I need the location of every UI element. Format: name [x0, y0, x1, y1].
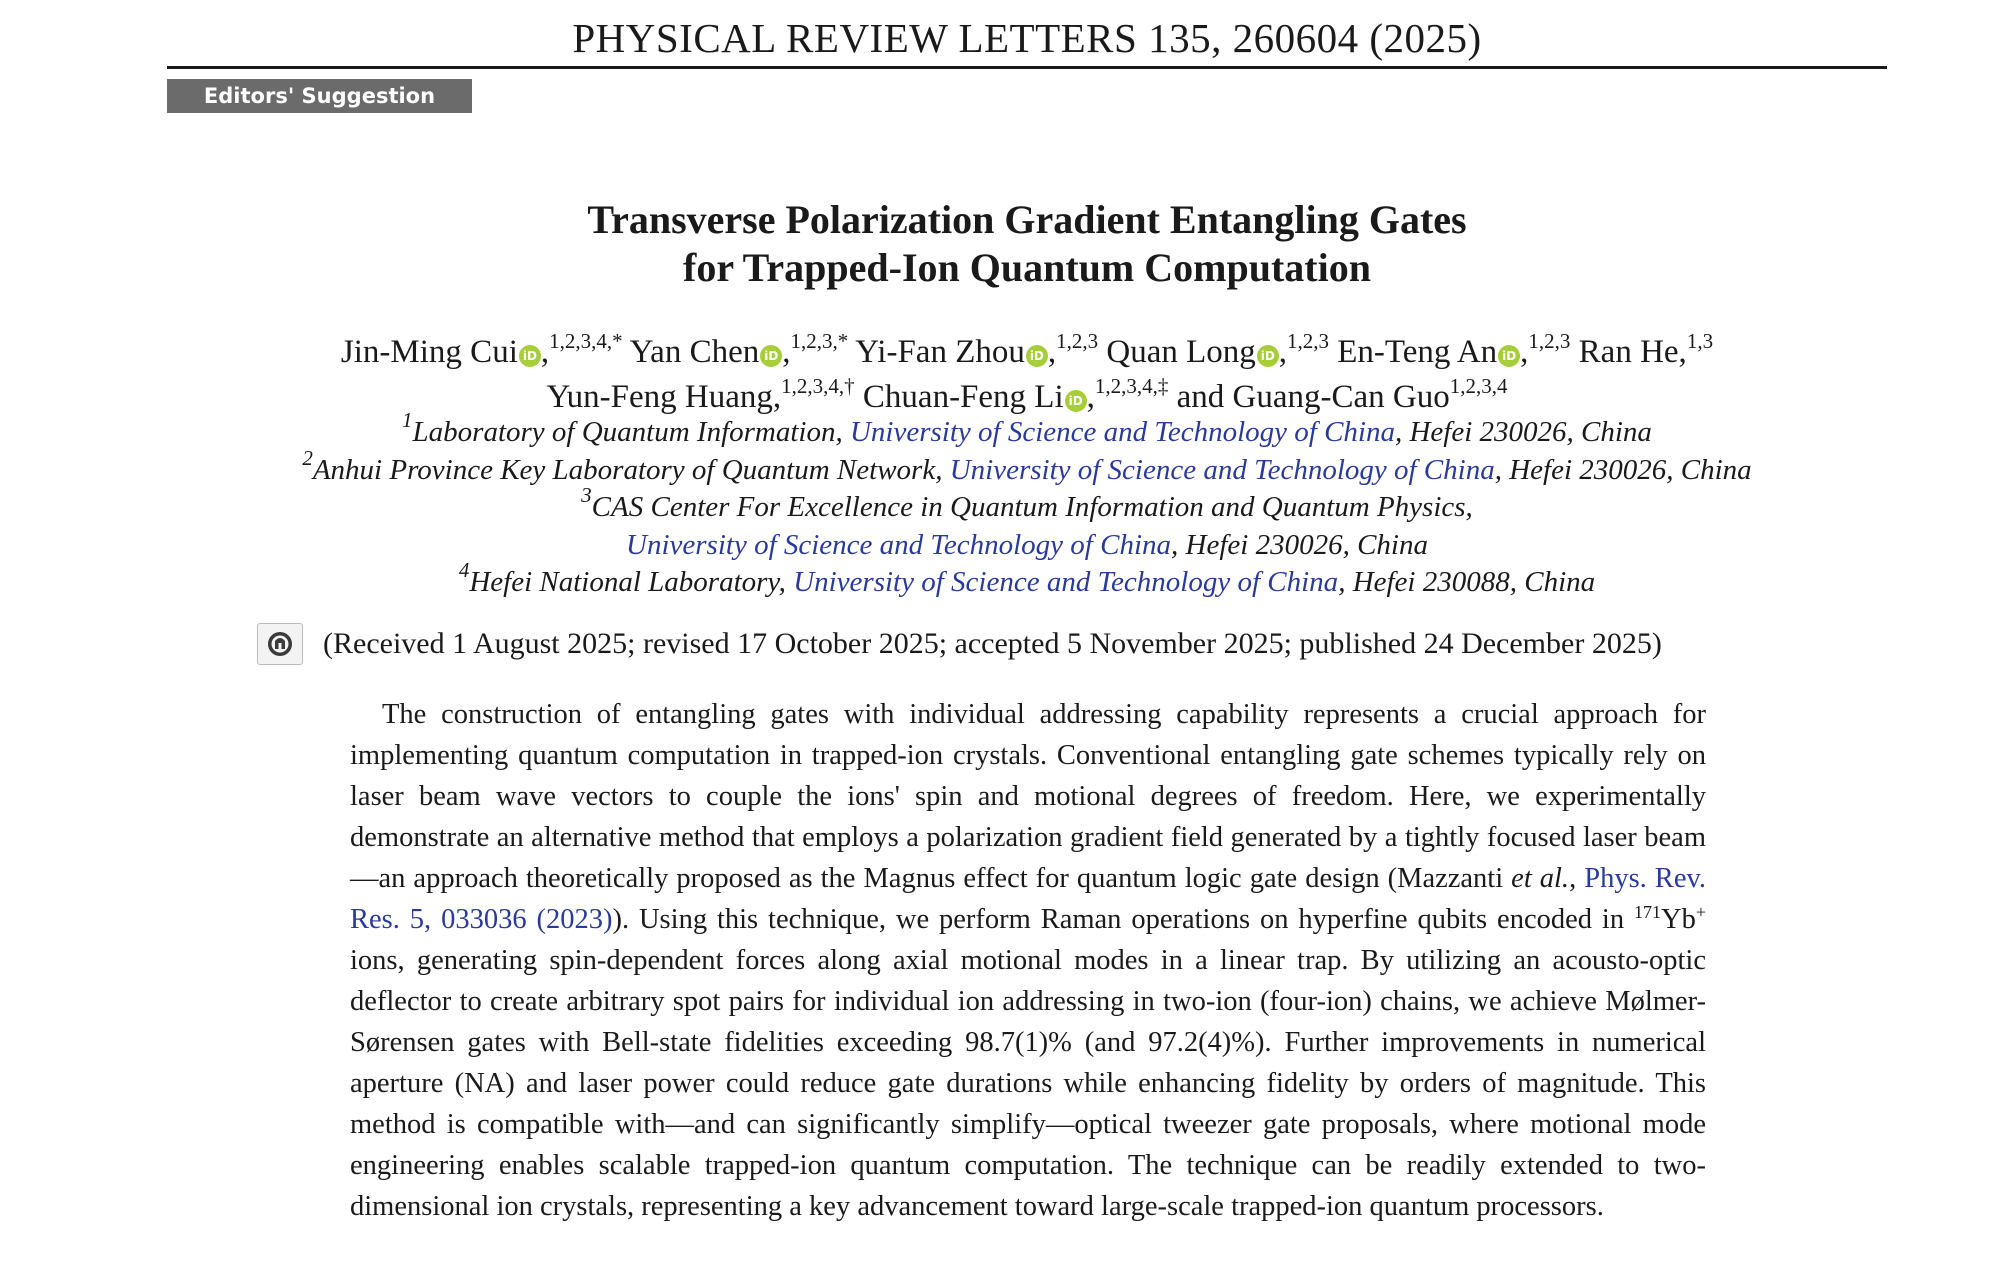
journal-header: PHYSICAL REVIEW LETTERS 135, 260604 (2025)	[572, 15, 1482, 61]
orcid-icon[interactable]: iD	[1498, 345, 1520, 367]
orcid-icon[interactable]: iD	[519, 345, 541, 367]
article-title	[200, 196, 1854, 292]
abstract: The construction of entangling gates with individual addressing capability represents a crucial approach for implementing quantum computation in trapped-ion crystals. Conventional entangling gate schemes typically rely on laser beam wave vectors to couple the ions' spin and motional degrees of freedom. Here, we experimentally demonstrate an alternative method that employs a polarization gradient field generated by a tightly focused laser beam—an approach theoretically proposed as the Magnus effect for quantum logic gate design (Mazzanti et al., Phys. Rev. Res. 5, 033036 (2023)). Using this technique, we perform Raman operations on hyperfine qubits encoded in $^{171}$Yb+ ions, generating spin-dependent forces along axial motional modes in a linear trap. By utilizing an acousto-optic deflector to create arbitrary spot pairs for individual ion addressing in two-ion (four-ion) chains, we achieve Mølmer-Sørensen gates with Bell-state fidelities exceeding 98.7(1)% (and 97.2(4)%). Further improvements in numerical aperture (NA) and laser power could reduce gate durations while enhancing fidelity by orders of magnitude. This method is compatible with—and can significantly simplify—optical tweezer gate proposals, where motional mode engineering enables scalable trapped-ion quantum computation. The technique can be readily extended to two-dimensional ion crystals, representing a key advancement toward large-scale trapped-ion quantum processors.	[350, 699, 1706, 1222]
author[interactable]: Quan Long iD ,$^{1,2,3}$	[1106, 329, 1329, 370]
affiliation-link[interactable]: University of Science and Technology of China	[626, 528, 1172, 561]
affiliations	[150, 408, 1904, 602]
affiliation-3: $^3$CAS Center For Excellence in Quantum Information and Quantum Physics,	[581, 483, 1473, 523]
orcid-icon[interactable]: iD	[1026, 345, 1048, 367]
orcid-icon[interactable]: iD	[1065, 390, 1087, 412]
author[interactable]: Chuan-Feng Li iD ,$^{1,2,3,4,\ddagger}$	[862, 374, 1169, 415]
affiliation-1: $^1$Laboratory of Quantum Information, University of Science and Technology of China, Hefei 230026, China	[402, 408, 1652, 448]
publication-dates: (Received 1 August 2025; revised 17 October 2025; accepted 5 November 2025; published 24 December 2025)	[323, 627, 1662, 660]
author[interactable]: Yun-Feng Huang,$^{1,2,3,4,\dagger}$	[546, 374, 855, 415]
author-list	[150, 330, 1904, 420]
author[interactable]: Ran He,$^{1,3}$	[1578, 329, 1714, 370]
affiliation-4: $^4$Hefei National Laboratory, University of Science and Technology of China, Hefei 230088, China	[458, 558, 1596, 598]
header-rule	[167, 66, 1887, 69]
author[interactable]: Jin-Ming Cui iD ,$^{1,2,3,4,*}$	[340, 329, 623, 370]
orcid-icon[interactable]: iD	[760, 345, 782, 367]
editors-suggestion-badge[interactable]: Editors' Suggestion	[167, 79, 472, 113]
title-line-1: Transverse Polarization Gradient Entangling Gates	[587, 197, 1467, 242]
affiliation-2: $^2$Anhui Province Key Laboratory of Quantum Network, University of Science and Technology of China, Hefei 230026, China	[302, 445, 1752, 486]
author[interactable]: and Guang-Can Guo$^{1,2,3,4}$	[1176, 374, 1508, 415]
author-line-1	[150, 330, 1904, 375]
affiliation-link[interactable]: University of Science and Technology of China	[793, 566, 1339, 598]
reference-link[interactable]: Phys. Rev. Res. 5, 033036 (2023)	[350, 863, 1706, 935]
author[interactable]: Yan Chen iD ,$^{1,2,3,*}$	[629, 329, 849, 370]
affiliation-link[interactable]: University of Science and Technology of China	[849, 416, 1395, 448]
affiliation-3-continued: University of Science and Technology of China, Hefei 230026, China	[626, 528, 1428, 561]
crossmark-icon[interactable]	[257, 623, 303, 665]
dates-row	[257, 622, 1797, 666]
orcid-icon[interactable]: iD	[1257, 345, 1279, 367]
author[interactable]: En-Teng An iD ,$^{1,2,3}$	[1337, 329, 1571, 370]
affiliation-link[interactable]: University of Science and Technology of China	[949, 453, 1495, 486]
author[interactable]: Yi-Fan Zhou iD ,$^{1,2,3}$	[855, 329, 1099, 370]
title-line-2: for Trapped-Ion Quantum Computation	[683, 245, 1371, 290]
